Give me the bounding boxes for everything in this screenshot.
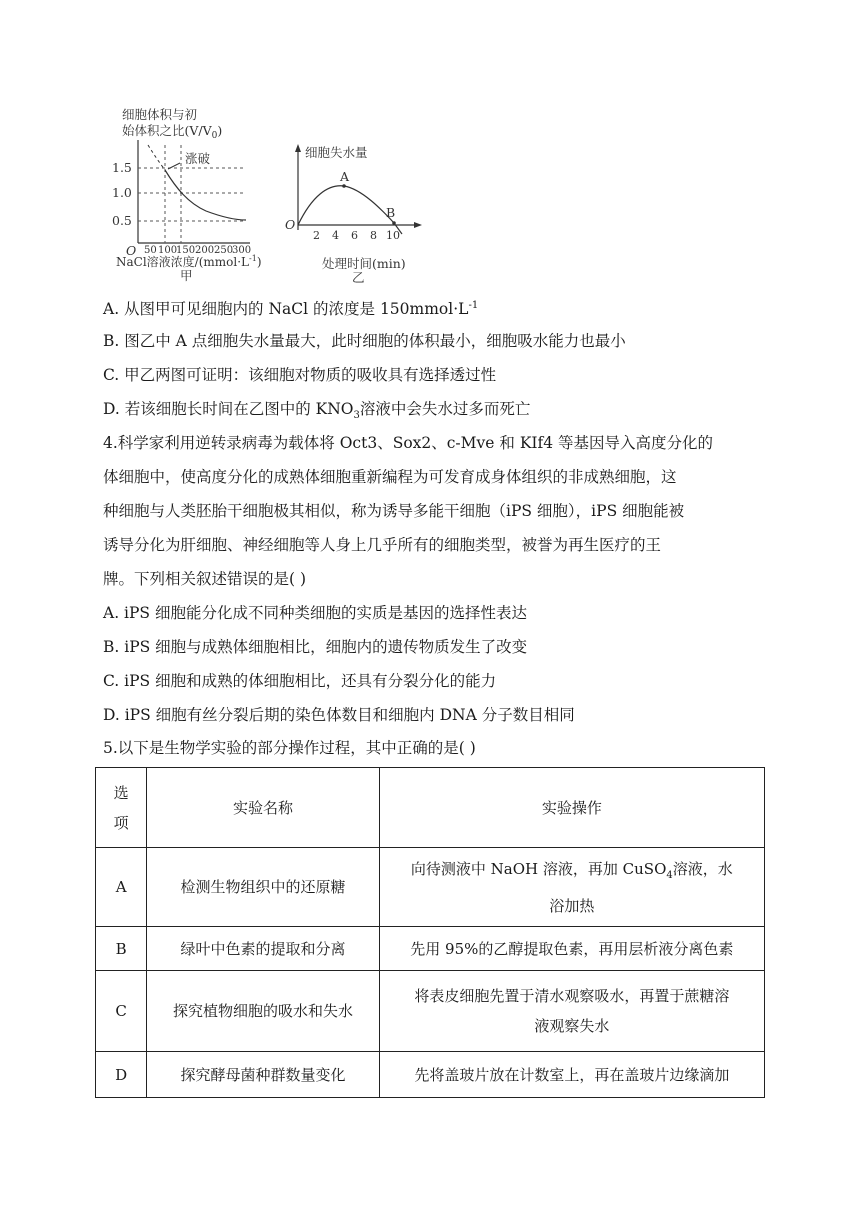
chart-jia-annotation: 涨破 — [185, 151, 211, 166]
chart-yi-label-b: B — [386, 205, 396, 220]
table-row — [96, 927, 765, 971]
chart-yi-xtick-4: 4 — [332, 229, 339, 242]
q4-option-c: C. iPS 细胞和成熟的体细胞相比，还具有分裂分化的能力 — [103, 672, 497, 690]
chart-yi-ylabel: 细胞失水量 — [305, 145, 368, 160]
row-option: A — [96, 848, 147, 927]
chart-yi-xtick-8: 8 — [370, 229, 377, 242]
chart-yi-point-b — [392, 221, 396, 225]
table-row — [96, 1052, 765, 1098]
row-option: D — [96, 1052, 147, 1098]
chart-yi — [285, 144, 422, 285]
chart-yi-origin: O — [285, 217, 296, 232]
q4-option-b: B. iPS 细胞与成熟体细胞相比，细胞内的遗传物质发生了改变 — [103, 638, 528, 656]
row-name: 绿叶中色素的提取和分离 — [147, 927, 379, 971]
chart-jia-curve — [165, 170, 246, 220]
chart-jia-curve-dashed — [148, 145, 165, 170]
figure-cell-volume-water-loss — [100, 100, 440, 295]
q4-option-a: A. iPS 细胞能分化成不同种类细胞的实质是基因的选择性表达 — [103, 604, 527, 622]
chart-jia-xtick-150: 150 — [176, 245, 196, 256]
chart-jia-xlabel: NaCl溶液浓度$/(mmol\cdot L^{-1})$ — [116, 254, 262, 269]
header-option: 选 项 — [96, 768, 147, 848]
chart-jia-xtick-50: 50 — [144, 245, 157, 256]
q4-stem-line4: 诱导分化为肝细胞、神经细胞等人身上几乎所有的细胞类型，被誉为再生医疗的王 — [103, 536, 662, 554]
q3-option-b: B. 图乙中 A 点细胞失水量最大，此时细胞的体积最小，细胞吸水能力也最小 — [103, 332, 626, 350]
chart-jia-ytick-0.5: 0.5 — [112, 213, 132, 228]
q4-stem-line1: 4.科学家利用逆转录病毒为载体将 Oct3、Sox2、c-Mve 和 KIf4 等基因导入高度分化的 — [103, 434, 714, 452]
chart-yi-label-a: A — [340, 169, 350, 184]
chart-jia-origin: O — [126, 243, 137, 258]
q3-option-d: D. 若该细胞长时间在乙图中的 $KNO_3$溶液中会失水过多而死亡 — [103, 400, 531, 422]
chart-jia-xtick-250: 250 — [214, 245, 234, 256]
chart-jia-xtick-300: 300 — [232, 245, 252, 256]
q3-option-c: C. 甲乙两图可证明：该细胞对物质的吸收具有选择透过性 — [103, 366, 497, 384]
header-name: 实验名称 — [147, 768, 379, 848]
chart-jia-xtick-100: 100 — [158, 245, 178, 256]
row-operation: 向待测液中 NaOH 溶液，再加 CuSO$_4$溶液，水 浴加热 — [379, 848, 764, 927]
q3-option-a: A. 从图甲可见细胞内的 NaCl 的浓度是 $150mmol\cdot L^{-1}$ — [103, 300, 479, 319]
row-operation: 将表皮细胞先置于清水观察吸水，再置于蔗糖溶 液观察失水 — [379, 971, 764, 1052]
chart-jia-ylabel-1: 细胞体积与初 — [122, 107, 198, 122]
chart-yi-caption: 乙 — [352, 270, 365, 285]
header-operation: 实验操作 — [379, 768, 764, 848]
q4-stem-line3: 种细胞与人类胚胎干细胞极其相似，称为诱导多能干细胞（iPS 细胞），iPS 细胞能被 — [103, 502, 685, 520]
q5-stem: 5.以下是生物学实验的部分操作过程，其中正确的是( ) — [103, 739, 476, 757]
figure-svg — [100, 100, 440, 295]
chart-yi-xtick-2: 2 — [313, 229, 320, 242]
row-name: 探究酵母菌种群数量变化 — [147, 1052, 379, 1098]
row-name: 检测生物组织中的还原糖 — [147, 848, 379, 927]
chart-yi-x-arrow — [414, 222, 422, 228]
row-option: B — [96, 927, 147, 971]
row-option: C — [96, 971, 147, 1052]
chart-yi-xtick-6: 6 — [351, 229, 358, 242]
chart-jia-xtick-200: 200 — [195, 245, 215, 256]
table-row — [96, 971, 765, 1052]
q4-option-d: D. iPS 细胞有丝分裂后期的染色体数目和细胞内 DNA 分子数目相同 — [103, 706, 575, 724]
row-operation: 先用 95%的乙醇提取色素，再用层析液分离色素 — [379, 927, 764, 971]
row-name: 探究植物细胞的吸水和失水 — [147, 971, 379, 1052]
chart-yi-point-a — [342, 184, 346, 188]
q4-stem-line5: 牌。下列相关叙述错误的是( ) — [103, 570, 307, 588]
row-operation: 先将盖玻片放在计数室上，再在盖玻片边缘滴加 — [379, 1052, 764, 1098]
q4-stem-line2: 体细胞中，使高度分化的成熟体细胞重新编程为可发育成身体组织的非成熟细胞，这 — [103, 468, 677, 486]
chart-yi-xlabel: 处理时间(min) — [322, 256, 406, 271]
chart-yi-xticks — [313, 229, 400, 242]
chart-jia — [112, 107, 262, 283]
chart-jia-caption: 甲 — [180, 268, 193, 283]
chart-yi-y-arrow — [295, 144, 301, 152]
table-row — [96, 848, 765, 927]
chart-yi-xtick-10: 10 — [386, 229, 400, 242]
chart-jia-ytick-1.0: 1.0 — [112, 185, 132, 200]
chart-jia-ytick-1.5: 1.5 — [112, 160, 132, 175]
q5-table — [95, 767, 765, 1098]
chart-jia-ylabel-2: 始体积之比$(V/V_0)$ — [122, 123, 223, 141]
table-header-row — [96, 768, 765, 848]
